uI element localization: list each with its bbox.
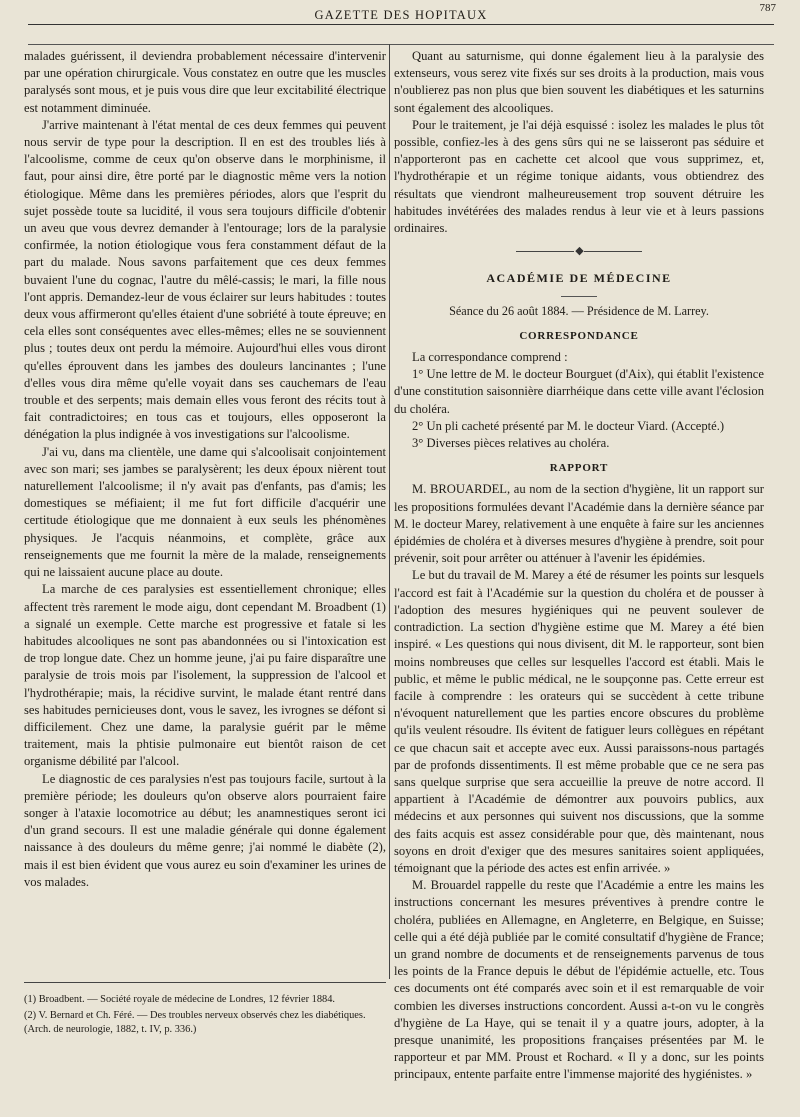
- paragraph: Pour le traitement, je l'ai déjà esquissé : isolez les malades le plus tôt possible, confiez-les à des gens sûrs qui ne se laisseront pas séduire et n'apporteront pas en cachette cet alcool que vous supprimez, et, l'hydrothérapie et un régime tonique aidants, vous obtiendrez des résultats que viendront malheureusement trop souvent détruire les habitudes invétérées des malades rendus à leur vie et à leurs passions ordinaires.: [394, 117, 764, 236]
- paragraph: M. Brouardel rappelle du reste que l'Académie a entre les mains les instructions concernant les mesures préventives à prendre contre le choléra, publiées en Allemagne, en Angleterre, en Belgique, en Suisse; celle qui a été déjà publiée par le comité consultatif d'hygiène de France; un grand nombre de documents et de renseignements parvenus de tous les points de la France depuis le début de l'épidémie actuelle, etc. Tous ces documents ont été comparés avec soin et il est remarquable de voir combien les diverses instructions concordent. Aussi a-t-on vu le congrès d'hygiène de La Haye, qui se tenait il y a quatre jours, adopter, à la presque unanimité, les propositions françaises présentées par M. le rapporteur et par MM. Proust et Rochard. « Il y a donc, sur les points principaux, entente parfaite entre l'immense majorité des hygiénistes. »: [394, 878, 764, 1082]
- paragraph: 2° Un pli cacheté présenté par M. le docteur Viard. (Accepté.): [412, 418, 725, 433]
- header-rule-double: [28, 44, 774, 45]
- paragraph: J'ai vu, dans ma clientèle, une dame qui s'alcoolisait conjointement avec son mari; ses jambes se paralysèrent; les deux époux nièrent tout naturellement l'alcoolisme; il n'y avait pas d'enfants, pas d'amis; les domestiques se méfiaient; il me fut fort difficile d'acquérir une certitude étiologique que me donnaient à eux seuls les phénomènes physiques. Je l'acquis néanmoins, et complète, grâce aux renseignements que me fournit la mère de la malade, renseignements qui ne laissaient aucune place au doute.: [24, 444, 386, 580]
- section-title: ACADÉMIE DE MÉDECINE: [486, 271, 672, 286]
- correspondance-heading: CORRESPONDANCE: [519, 329, 639, 342]
- rapport-heading: RAPPORT: [549, 462, 609, 475]
- paragraph: M. BROUARDEL, au nom de la section d'hygiène, lit un rapport sur les propositions formulées devant l'Académie dans la dernière séance par M. le docteur Marey, relativement à une enquête à faire sur les anciennes épidémies de choléra et à diverses mesures d'hygiène à prendre, soit pour prévenir, soit pour arrêter ou atténuer à l'avenir les épidémies.: [394, 482, 764, 566]
- footnote: (1) Broadbent. — Société royale de médecine de Londres, 12 février 1884.: [24, 994, 336, 1005]
- title-rule: [561, 296, 597, 297]
- section-ornament: ◆: [394, 243, 764, 260]
- header-rule: [28, 24, 774, 25]
- paragraph: Quant au saturnisme, qui donne également lieu à la paralysie des extenseurs, vous serez vite fixés sur ses droits à la production, mais vous n'oublierez pas non plus que bien souvent les diabétiques et les saturnins sont également des alcooliques.: [394, 49, 764, 115]
- footnote: (2) V. Bernard et Ch. Féré. — Des troubles nerveux observés chez les diabétiques. (Arch. de neurologie, 1882, t. IV, p. 336.): [24, 1010, 366, 1035]
- paragraph: malades guérissent, il deviendra probablement nécessaire d'intervenir par une opération chirurgicale. Vous constatez en outre que les muscles paralysés sont mous, et je puis vous dire que leur excitabilité électrique est notamment diminuée.: [24, 49, 386, 115]
- paragraph: J'arrive maintenant à l'état mental de ces deux femmes qui peuvent nous servir de type pour la description. Il en est des troubles liés à l'alcoolisme, comme de ceux qu'on observe dans le morphinisme, il faut, pour ainsi dire, être porté par le diagnostic même vers la notion étiologique. Même dans les premières périodes, alors que l'esprit du sujet possède toute sa lucidité, il vous sera toujours difficile d'obtenir un aveu que vous devrez demander à l'entourage; lors de la paralysie confirmée, la notion étiologique vous fera constamment défaut de la part du malade. Nous savons parfaitement que ces deux femmes buvaient l'une du cognac, l'autre du mêlé-cassis; le mari, la fille nous l'ont appris. Demandez-leur de vous éclairer sur leurs habitudes : toutes deux vous affirmeront qu'elles étaient d'une sobriété à toute épreuve; en cela elles sont conséquentes avec elles-mêmes; elles ne se souviennent plus ; toutes deux ont perdu la mémoire. Aujourd'hui elles vous diront qu'elles éprouvent dans les jambes des douleurs lancinantes ; l'une d'elles vous dira même qu'elle voyait dans ses cauchemars de l'eau trouble et des serpents; mais demain elles vous feront des récits tout à fait contradictoires; en tous cas et toujours, elles opposeront la dénégation la plus indignée à vos investigations sur l'alcoolisme.: [24, 117, 386, 442]
- page-number: 787: [759, 2, 776, 14]
- paragraph: Le but du travail de M. Marey a été de résumer les points sur lesquels l'accord est fait à l'Académie sur la question du choléra et de pousser à l'adoption des mesures hygiéniques qui ne peuvent soulever de contradiction. La section d'hygiène estime que M. Marey a été bien inspiré. « Les questions qui nous divisent, dit M. le rapporteur, sont bien moins nombreuses que celles sur lesquelles l'accord est établi. Mais le public, et même le public médical, ne le soupçonne pas. Cette erreur est facile à comprendre : les orateurs qui se succèdent à cette tribune n'évoquent naturellement que les parties encore obscures du problème qu'ils veulent résoudre. Ils évitent de fatiguer leurs collègues en répétant ce que chacun sait et accepte avec eux. Aussi paraissons-nous partagés par de profonds dissentiments. Il est même probable que ce ne sera pas sans quelque surprise que sera accueillie la preuve de notre accord. Il appartient à l'Académie de démontrer aux pouvoirs publics, aux médecins et aux personnes qui suivent nos discussions, que la somme des faits acquis est assez considérable pour que, dès maintenant, nous soyons en droit d'exiger que des mesures sanitaires soient appliquées, témoignant que la période des actes est enfin arrivée. »: [394, 568, 764, 875]
- right-column: [394, 48, 764, 1084]
- paragraph: La correspondance comprend :: [412, 350, 568, 365]
- page-header: [22, 2, 780, 24]
- footnotes: [24, 982, 386, 1039]
- session-line: Séance du 26 août 1884. — Présidence de M. Larrey.: [449, 303, 709, 318]
- paragraph: Le diagnostic de ces paralysies n'est pas toujours facile, surtout à la première période; les douleurs qu'on observe alors pourraient faire songer à l'ataxie locomotrice au début; les anamnestiques seront ici d'un grand secours. Il est une maladie générale qui donne également naissance à des douleurs du même genre; j'ai nommé le diabète (2), mais il est bien évident que vous aurez eu soin d'examiner les urines de vos malades.: [24, 771, 386, 889]
- paragraph: 1° Une lettre de M. le docteur Bourguet (d'Aix), qui établit l'existence d'une constitution saisonnière diarrhéique dans cette ville avant l'éclosion du choléra.: [394, 367, 764, 416]
- journal-title: GAZETTE DES HOPITAUX: [314, 8, 488, 22]
- paragraph: 3° Diverses pièces relatives au choléra.: [412, 436, 610, 451]
- paragraph: La marche de ces paralysies est essentiellement chronique; elles affectent très rarement le mode aigu, dont cependant M. Broadbent (1) a signalé un exemple. Cette marche est progressive et fatale si les habitudes alcooliques ne sont pas abandonnées ou si l'intoxication est de trop longue date. Chez un homme jeune, j'ai pu faire disparaître une paralysie de trois mois par l'isolement, la suppression de l'alcool et l'hydrothérapie; mais, la récidive survint, le malade étant rentré dans ses habitudes pernicieuses dont, vous le savez, les ivrognes se défont si difficilement. Chez une dame, la paralysie guérit par le même traitement, mais la phtisie pulmonaire eut bientôt raison de cet organisme débilité par l'alcool.: [24, 582, 386, 769]
- left-column: [24, 48, 386, 891]
- column-divider: [389, 44, 390, 979]
